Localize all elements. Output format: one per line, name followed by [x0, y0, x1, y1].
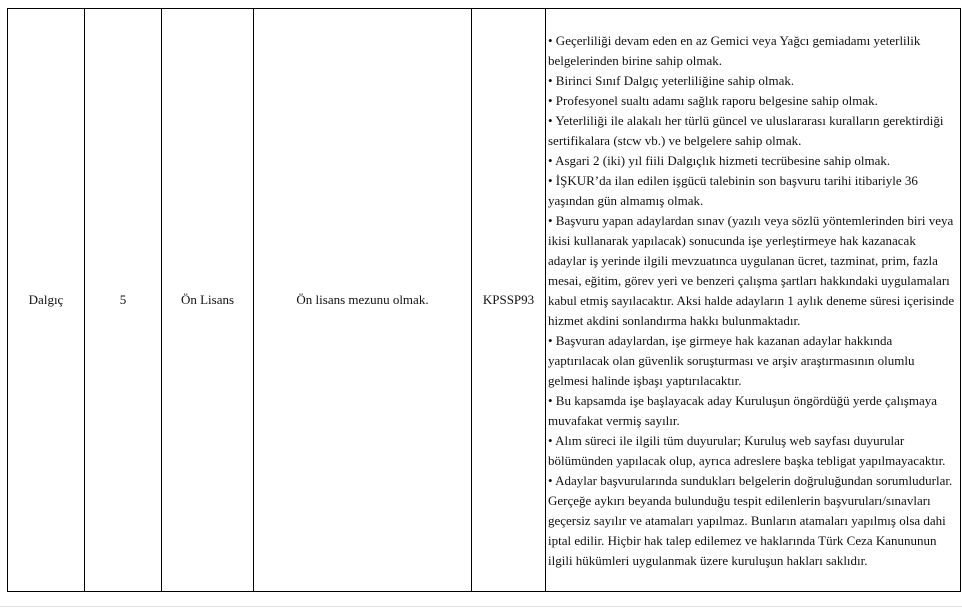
requirement-item: • Alım süreci ile ilgili tüm duyurular; Kuruluş web sayfası duyurular bölümünden yapılacak olup, ayrıca adreslere başka tebligat yapılmayacaktır. [548, 433, 946, 468]
requirement-item: • Profesyonel sualtı adamı sağlık raporu belgesine sahip olmak. [548, 93, 878, 108]
position-cell: Dalgıç [8, 9, 85, 592]
requirement-item: • Yeterliliği ile alakalı her türlü güncel ve uluslararası kuralların gerektirdiği sertifikalara (stcw vb.) ve belgelere sahip olmak. [548, 113, 944, 148]
education-requirement-cell: Ön lisans mezunu olmak. [254, 9, 472, 592]
page-bottom-divider [0, 606, 962, 607]
kpss-score-type-cell: KPSSP93 [472, 9, 546, 592]
requirement-item: • Geçerliliği devam eden en az Gemici veya Yağcı gemiadamı yeterlilik belgelerinden birine sahip olmak. [548, 33, 921, 68]
requirement-item: • Birinci Sınıf Dalgıç yeterliliğine sahip olmak. [548, 73, 795, 88]
requirement-item: • Başvuru yapan adaylardan sınav (yazılı veya sözlü yöntemlerinden biri veya ikisi kullanarak yapılacak) sonucunda işe yerleştirmeye hak kazanacak adaylar iş yerinde ilgili mevzuatınca uygulanan ücret, tazminat, prim, fazla mesai, eğitim, görev yeri ve benzeri çalışma şartları hakkındaki uygulamaları kabul etmiş sayılacaktır. Aksi halde adayların 1 aylık deneme süresi içerisinde hizmet akdini sonlandırma hakkı bulunmaktadır. [548, 213, 955, 328]
count-cell: 5 [85, 9, 162, 592]
requirements-cell [546, 9, 961, 592]
requirement-item: • Bu kapsamda işe başlayacak aday Kuruluşun öngördüğü yerde çalışmaya muvafakat vermiş sayılır. [548, 393, 938, 428]
job-requirements-table [7, 8, 961, 592]
requirement-item: • Asgari 2 (iki) yıl fiili Dalgıçlık hizmeti tecrübesine sahip olmak. [548, 153, 891, 168]
requirement-item: • Başvuran adaylardan, işe girmeye hak kazanan adaylar hakkında yaptırılacak olan güvenlik soruşturması ve arşiv araştırmasının olumlu gelmesi halinde işbaşı yaptırılacaktır. [548, 333, 915, 388]
table-row [8, 9, 961, 592]
requirement-item: • İŞKUR’da ilan edilen işgücü talebinin son başvuru tarihi itibariyle 36 yaşından gün almamış olmak. [548, 173, 918, 208]
requirement-item: • Adaylar başvurularında sundukları belgelerin doğruluğundan sorumludurlar. Gerçeğe aykırı beyanda bulunduğu tespit edilenlerin başvuruları/sınavları geçersiz sayılır ve atamaları yapılmaz. Bunların atamaları yapılmış olsa dahi iptal edilir. Hiçbir hak talep edilemez ve haklarında Türk Ceza Kanununun ilgili hükümleri uygulanmak üzere kuruluşun hakları saklıdır. [548, 473, 953, 568]
education-level-cell: Ön Lisans [162, 9, 254, 592]
